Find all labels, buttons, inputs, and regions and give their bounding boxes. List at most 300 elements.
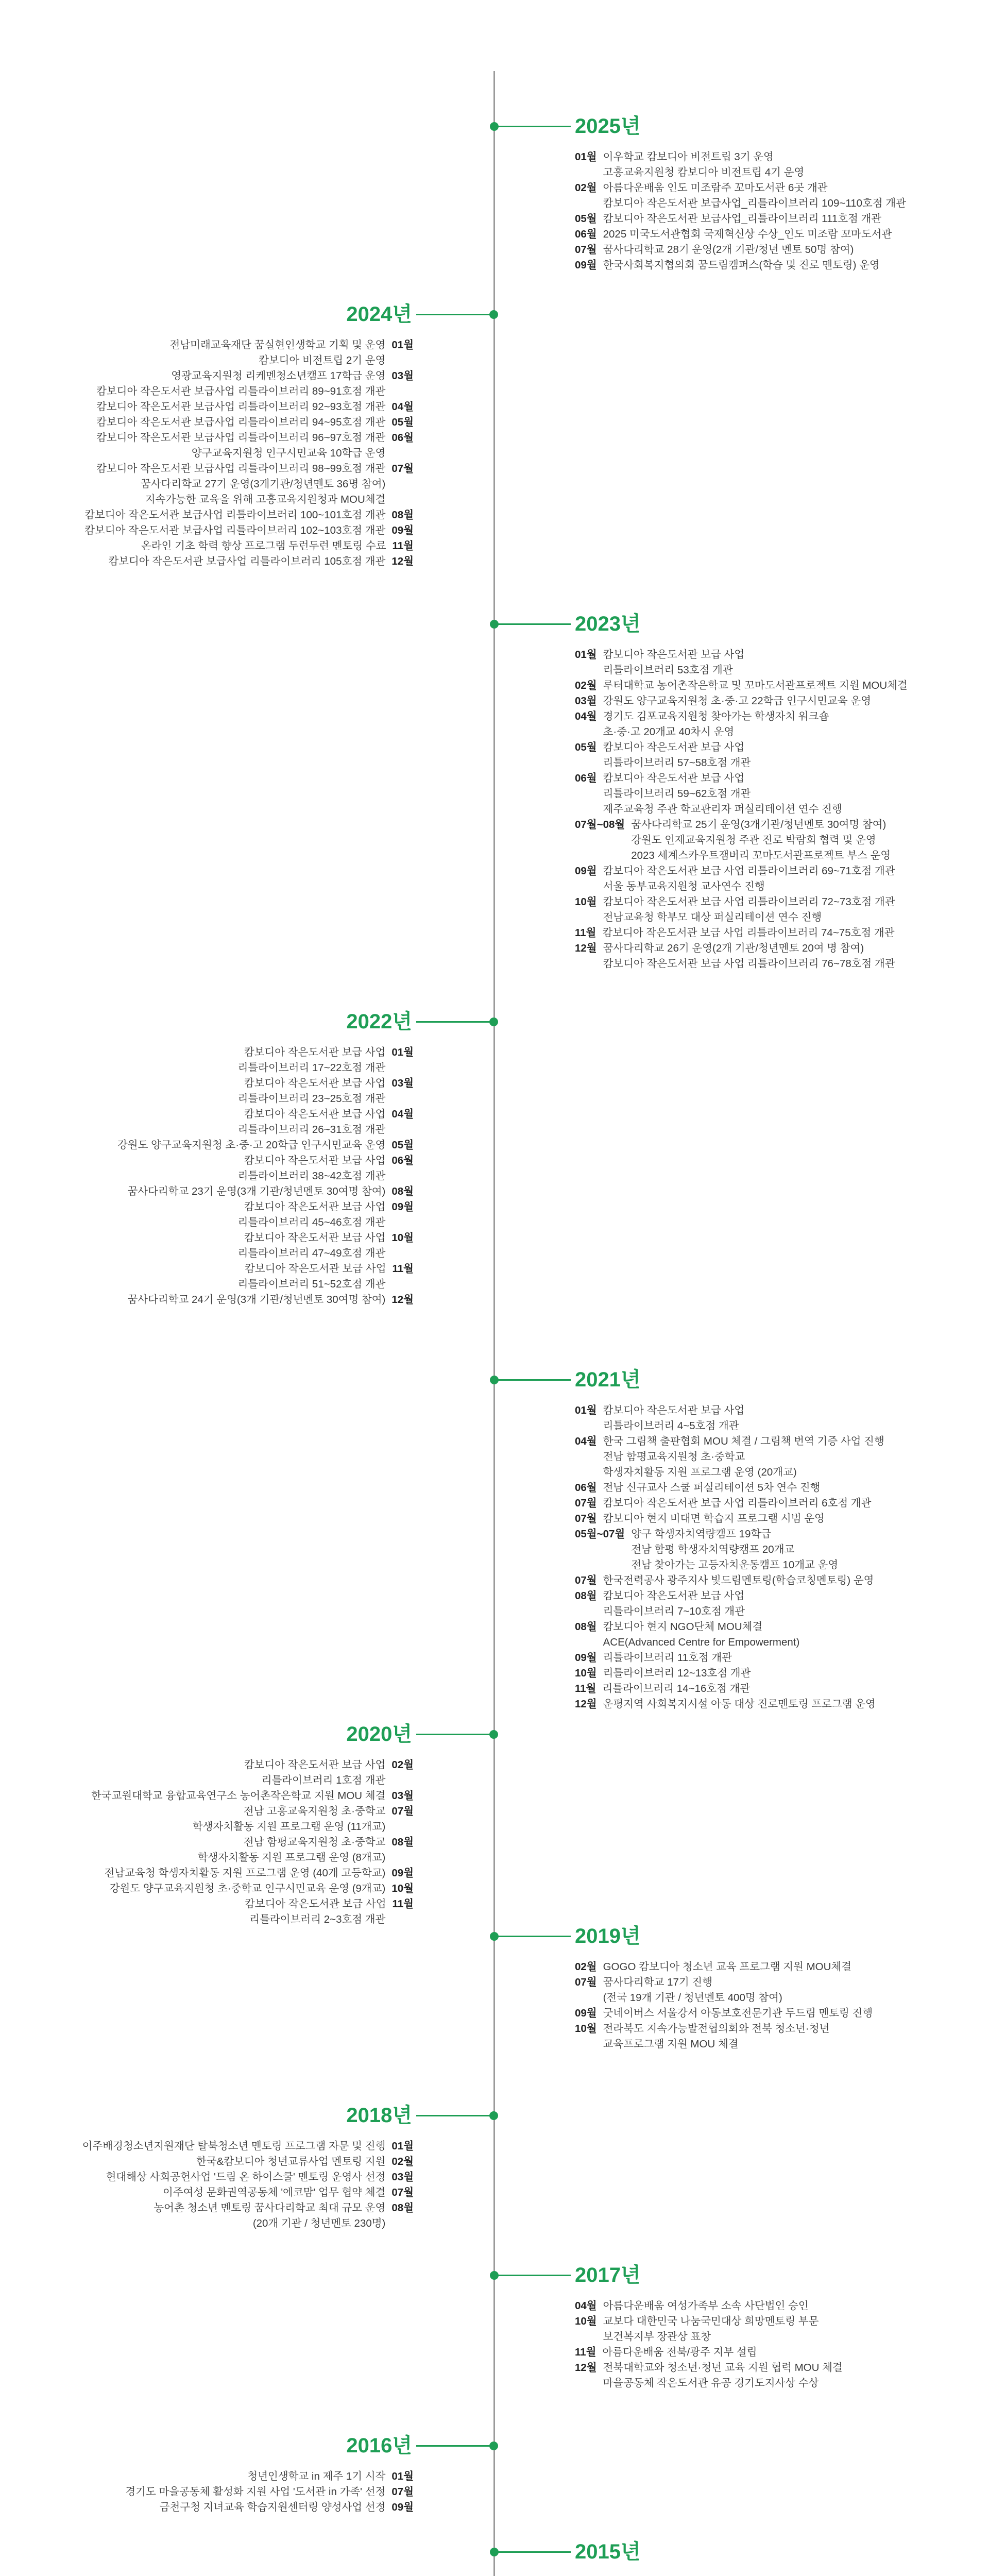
entry-month: 07월 <box>391 2485 414 2498</box>
entry-text: 캄보디아 작은도서관 보급사업 리틀라이브러리 94~95호점 개관 <box>96 416 386 429</box>
entry-lines <box>603 1434 884 1480</box>
timeline-entry <box>0 1168 414 1184</box>
timeline-entry <box>0 1230 414 1246</box>
entry-month: 01월 <box>575 1404 597 1416</box>
entry-lines <box>127 1292 385 1308</box>
entry-text: 굿네이버스 서울강서 아동보호전문기관 두드림 멘토링 진행 <box>603 2007 873 2020</box>
entry-lines <box>192 446 386 461</box>
entry-month: 09월 <box>391 524 414 537</box>
entry-text: 캄보디아 작은도서관 보급 사업 <box>244 1231 386 1244</box>
entry-text: 리틀라이브러리 2~3호점 개관 <box>249 1913 386 1925</box>
entry-text: 캄보디아 작은도서관 보급사업 리틀라이브러리 96~97호점 개관 <box>96 432 386 444</box>
entry-lines <box>603 894 895 925</box>
entry-text: 2025 미국도서관협회 국제혁신상 수상_인도 미조람 꼬마도서관 <box>603 228 892 240</box>
timeline-entry <box>0 2216 414 2231</box>
entry-text: 한국전력공사 광주지사 빛드림멘토링(학습코칭멘토링) 운영 <box>603 1574 874 1586</box>
entry-month: 02월 <box>575 679 597 691</box>
timeline-entry <box>0 1261 414 1277</box>
entry-lines <box>170 337 386 353</box>
entry-month: 04월 <box>391 1108 414 1120</box>
entry-lines <box>104 1866 385 1881</box>
timeline-entry <box>0 446 414 461</box>
entry-month: 12월 <box>391 555 414 568</box>
entry-lines <box>603 242 854 258</box>
entry-month: 10월 <box>391 1231 414 1244</box>
entry-text: 캄보디아 작은도서관 보급 사업 <box>244 1046 386 1058</box>
entry-month: 10월 <box>575 895 597 908</box>
timeline-entry <box>0 2469 414 2484</box>
entry-lines <box>603 258 880 273</box>
entry-lines <box>631 817 891 863</box>
timeline-entry <box>0 1045 414 1060</box>
entry-lines <box>603 1959 851 1975</box>
entry-text: 리틀라이브러리 38~42호점 개관 <box>237 1170 386 1182</box>
entry-text: 꿈사다리학교 27기 운영(3개기관/청년멘토 36명 참여) <box>140 478 386 490</box>
timeline-entry <box>0 1896 414 1912</box>
timeline-entry <box>575 1573 989 1588</box>
timeline-entry <box>575 227 989 242</box>
entry-lines <box>96 415 385 430</box>
entry-text: GOGO 캄보디아 청소년 교육 프로그램 지원 MOU체결 <box>603 1961 852 1973</box>
timeline-entry <box>575 2360 989 2391</box>
entry-text: 전남미래교육재단 꿈실현인생학교 기획 및 운영 <box>169 339 386 351</box>
entry-text: 캄보디아 작은도서관 보급 사업 <box>244 1077 386 1089</box>
timeline-entry <box>0 461 414 477</box>
entry-text: 캄보디아 작은도서관 보급사업_리틀라이브러리 111호점 개관 <box>603 212 882 225</box>
entry-lines <box>603 227 892 242</box>
timeline-entry <box>575 894 989 925</box>
entry-text: 제주교육청 주관 학교관리자 퍼실리테이션 연수 진행 <box>603 803 842 815</box>
entry-lines <box>106 2170 386 2185</box>
entry-lines <box>603 941 895 972</box>
timeline-entry <box>0 538 414 554</box>
entry-lines <box>603 693 871 709</box>
entry-month: 07월 <box>575 243 597 256</box>
entry-lines <box>238 1091 386 1107</box>
timeline-entry <box>0 2185 414 2200</box>
timeline-entry <box>575 1496 989 1511</box>
entry-text: 지속가능한 교육을 위해 고흥교육지원청과 MOU체결 <box>145 494 386 506</box>
timeline-entry <box>575 211 989 227</box>
entry-lines <box>603 1403 745 1434</box>
entry-month: 07월 <box>391 1805 414 1817</box>
timeline-entry <box>0 1199 414 1215</box>
year-connector-line <box>416 1021 493 1023</box>
year-entries <box>0 2469 414 2515</box>
entry-month: 08월 <box>575 1620 597 1633</box>
entry-month: 04월 <box>575 1435 597 1447</box>
entry-month: 11월 <box>575 1682 596 1694</box>
entry-text: 리틀라이브러리 1호점 개관 <box>261 1774 386 1786</box>
entry-month: 04월 <box>391 401 414 413</box>
timeline-entry <box>0 1215 414 1230</box>
entry-lines <box>84 523 385 538</box>
year-label: 2025년 <box>575 114 641 138</box>
entry-text: 리틀라이브러리 11호점 개관 <box>603 1651 732 1664</box>
year-entries <box>575 2298 989 2391</box>
entry-month: 08월 <box>391 1185 414 1197</box>
entry-lines <box>603 2006 873 2021</box>
entry-lines <box>603 1666 751 1681</box>
timeline-entry <box>0 1091 414 1107</box>
entry-lines <box>603 1480 821 1496</box>
timeline-entry <box>575 1480 989 1496</box>
timeline-entry <box>0 492 414 507</box>
timeline-entry <box>0 2200 414 2216</box>
entry-lines <box>96 399 385 415</box>
entry-lines <box>603 678 908 693</box>
timeline-entry <box>575 2298 989 2314</box>
entry-month: 10월 <box>575 2023 597 2035</box>
timeline-entry <box>0 1060 414 1076</box>
year-marker-dot <box>489 310 498 319</box>
entry-text: 캄보디아 작은도서관 보급사업 리틀라이브러리 89~91호점 개관 <box>96 385 386 398</box>
year-label: 2020년 <box>346 1723 412 1745</box>
timeline-entry <box>575 1959 989 1975</box>
year-marker-dot <box>490 2271 499 2280</box>
year-label: 2018년 <box>346 2104 412 2127</box>
entry-text: 전북대학교와 청소년·청년 교육 지원 협력 MOU 체결 <box>603 2362 843 2374</box>
entry-lines <box>238 1277 386 1292</box>
timeline-entry <box>575 1697 989 1712</box>
year-marker-dot <box>490 2548 499 2556</box>
entry-text: 교보다 대한민국 나눔국민대상 희망멘토링 부문 <box>603 2315 819 2328</box>
timeline-entry <box>575 771 989 817</box>
timeline-entry <box>0 430 414 446</box>
entry-lines <box>238 1215 386 1230</box>
entry-text: 꿈사다리학교 28기 운영(2개 기관/청년 멘토 50명 참여) <box>603 243 854 256</box>
entry-lines <box>238 1246 386 1261</box>
entry-lines <box>244 1045 386 1060</box>
timeline-entry <box>575 1511 989 1527</box>
entry-month: 09월 <box>575 1651 597 1664</box>
entry-month: 08월 <box>391 2201 414 2214</box>
entry-text: 경기도 마을공동체 활성화 지원 사업 '도서관 in 가족' 선정 <box>125 2485 386 2498</box>
timeline-entry <box>0 1819 414 1835</box>
timeline-entry <box>0 368 414 384</box>
year-label: 2024년 <box>346 303 412 326</box>
timeline-entry <box>575 647 989 678</box>
timeline-entry <box>575 242 989 258</box>
timeline-entry <box>0 1277 414 1292</box>
entry-text: 캄보디아 작은도서관 보급 사업 <box>603 648 745 660</box>
entry-month: 07월 <box>575 1976 597 1989</box>
year-entries <box>0 2139 414 2231</box>
entry-month: 10월 <box>391 1883 414 1894</box>
entry-month: 08월 <box>575 1589 597 1602</box>
entry-text: 전남 신규교사 스쿨 퍼실리테이션 5차 연수 진행 <box>603 1481 821 1494</box>
timeline-entry <box>0 415 414 430</box>
entry-lines <box>631 1527 838 1573</box>
entry-text: 리틀라이브러리 57~58호점 개관 <box>603 756 751 769</box>
entry-text: 캄보디아 작은도서관 보급 사업 리틀라이브러리 6호점 개관 <box>603 1497 872 1509</box>
entry-text: 캄보디아 작은도서관 보급사업 리틀라이브러리 92~93호점 개관 <box>96 401 386 413</box>
entry-text: 학생자치활동 지원 프로그램 운영 (11개교) <box>192 1821 386 1833</box>
entry-text: 캄보디아 작은도서관 보급 사업 <box>244 1262 386 1275</box>
year-entries <box>575 1959 989 2052</box>
entry-text: 강원도 양구교육지원청 초·중학교 인구시민교육 운영 (9개교) <box>109 1883 386 1894</box>
entry-lines <box>603 1573 874 1588</box>
entry-text: 리틀라이브러리 23~25호점 개관 <box>237 1092 386 1105</box>
year-label: 2022년 <box>346 1010 412 1033</box>
year-marker-dot <box>490 620 499 629</box>
entry-text: 캄보디아 작은도서관 보급사업_리틀라이브러리 109~110호점 개관 <box>603 197 906 209</box>
entry-text: 캄보디아 작은도서관 보급사업 리틀라이브러리 100~101호점 개관 <box>84 509 386 521</box>
timeline-entry <box>575 1619 989 1650</box>
entry-text: 경기도 김포교육지원청 찾아가는 학생자치 워크숍 <box>603 710 829 722</box>
entry-month: 06월 <box>575 1481 597 1494</box>
timeline-entry <box>0 384 414 399</box>
entry-month: 05월~07월 <box>575 1528 625 1540</box>
entry-text: 아름다운배움 인도 미조람주 꼬마도서관 6곳 개관 <box>603 181 828 194</box>
entry-month: 01월 <box>391 1046 414 1058</box>
entry-lines <box>145 492 386 507</box>
year-label: 2015년 <box>575 2540 641 2563</box>
entry-month: 06월 <box>575 772 597 784</box>
entry-month: 12월 <box>575 942 597 954</box>
timeline-entry <box>575 709 989 740</box>
entry-lines <box>603 709 829 740</box>
entry-text: 캄보디아 작은도서관 보급사업 리틀라이브러리 105호점 개관 <box>108 555 386 568</box>
year-marker-dot <box>490 1376 499 1384</box>
year-connector-line <box>416 314 493 315</box>
year-connector-line <box>493 1936 571 1937</box>
entry-text: 캄보디아 작은도서관 보급 사업 <box>603 1404 745 1416</box>
entry-text: 고흥교육지원청 캄보디아 비전트립 4기 운영 <box>603 166 805 178</box>
year-connector-line <box>416 2445 493 2447</box>
timeline-entry <box>575 2314 989 2345</box>
entry-text: 캄보디아 작은도서관 보급 사업 리틀라이브러리 72~73호점 개관 <box>603 895 895 908</box>
entry-lines <box>603 2021 830 2052</box>
timeline-entry <box>0 1138 414 1153</box>
entry-month: 01월 <box>575 648 597 660</box>
entry-text: 보건복지부 장관상 표창 <box>603 2331 711 2343</box>
entry-text: 캄보디아 현지 비대면 학습지 프로그램 시범 운영 <box>603 1512 825 1524</box>
entry-text: 농어촌 청소년 멘토링 꿈사다리학교 최대 규모 운영 <box>154 2201 386 2214</box>
timeline-entry <box>0 1153 414 1168</box>
timeline-entry <box>575 1527 989 1573</box>
timeline-entry <box>0 1184 414 1199</box>
entry-month: 03월 <box>391 370 414 382</box>
entry-lines <box>244 1076 386 1091</box>
year-connector-line <box>493 2551 571 2553</box>
entry-lines <box>244 1199 386 1215</box>
entry-month: 06월 <box>575 228 597 240</box>
entry-lines <box>247 2469 385 2484</box>
entry-text: 캄보디아 작은도서관 보급 사업 리틀라이브러리 76~78호점 개관 <box>603 957 895 970</box>
entry-lines <box>249 1912 385 1927</box>
entry-month: 09월 <box>575 2007 597 2020</box>
entry-text: 캄보디아 작은도서관 보급 사업 <box>244 1200 386 1213</box>
entry-text: 리틀라이브러리 59~62호점 개관 <box>603 787 751 800</box>
entry-lines <box>110 1881 386 1896</box>
entry-text: 이우학교 캄보디아 비전트립 3기 운영 <box>603 150 774 163</box>
entry-text: 리틀라이브러리 51~52호점 개관 <box>237 1278 386 1290</box>
timeline-entry <box>575 258 989 273</box>
entry-text: 캄보디아 현지 NGO단체 MOU체결 <box>603 1620 763 1633</box>
entry-text: 전라북도 지속가능발전협의회와 전북 청소년·청년 <box>603 2023 830 2035</box>
entry-text: 양구 학생자치역량캠프 19학급 <box>631 1528 772 1540</box>
entry-text: 전남교육청 학생자치활동 지원 프로그램 운영 (40개 고등학교) <box>104 1867 386 1879</box>
entry-month: 11월 <box>392 540 414 552</box>
entry-text: 캄보디아 작은도서관 보급 사업 <box>244 1108 386 1120</box>
entry-lines <box>91 1788 385 1804</box>
entry-text: 마을공동체 작은도서관 유공 경기도지사상 수상 <box>603 2377 819 2389</box>
entry-lines <box>253 2216 386 2231</box>
timeline-entry <box>0 1866 414 1881</box>
entry-text: 꿈사다리학교 17기 진행 <box>603 1976 713 1989</box>
entry-month: 12월 <box>391 1293 414 1306</box>
entry-lines <box>603 740 751 771</box>
entry-lines <box>96 384 385 399</box>
entry-month: 09월 <box>391 1867 414 1879</box>
timeline-entry <box>0 507 414 523</box>
timeline-entry <box>575 2021 989 2052</box>
entry-month: 10월 <box>575 1667 597 1679</box>
entry-text: 청년인생학교 in 제주 1기 시작 <box>247 2470 386 2482</box>
year-marker-dot <box>489 1730 498 1739</box>
timeline-entry <box>0 1757 414 1773</box>
timeline-entry <box>575 863 989 894</box>
entry-month: 04월 <box>575 710 597 722</box>
entry-text: 운평지역 사회복지시설 아동 대상 진로멘토링 프로그램 운영 <box>603 1698 876 1710</box>
entry-text: 전남교육청 학부모 대상 퍼실리테이션 연수 진행 <box>603 911 822 923</box>
timeline-entry <box>575 925 989 941</box>
entry-text: 이주배경청소년지원재단 탈북청소년 멘토링 프로그램 자문 및 진행 <box>82 2140 386 2152</box>
entry-month: 07월 <box>575 1512 597 1524</box>
entry-month: 06월 <box>391 432 414 444</box>
entry-lines <box>160 2500 386 2515</box>
year-label: 2017년 <box>575 2264 641 2287</box>
timeline-entry <box>575 678 989 693</box>
timeline-entry <box>575 740 989 771</box>
year-entries <box>0 337 414 569</box>
entry-lines <box>141 477 385 492</box>
entry-text: 리틀라이브러리 17~22호점 개관 <box>237 1061 386 1074</box>
year-marker-dot <box>490 1932 499 1941</box>
entry-lines <box>125 2484 385 2500</box>
entry-text: 전남 함평교육지원청 초·중학교 <box>603 1450 745 1463</box>
entry-month: 10월 <box>575 2315 597 2328</box>
entry-month: 02월 <box>575 181 597 194</box>
entry-month: 07월~08월 <box>575 818 625 831</box>
entry-month: 12월 <box>575 2362 597 2374</box>
entry-month: 05월 <box>575 212 597 225</box>
entry-text: 캄보디아 작은도서관 보급 사업 <box>603 772 745 784</box>
year-marker-dot <box>490 122 499 131</box>
entry-month: 03월 <box>391 1077 414 1089</box>
entry-lines <box>141 538 386 554</box>
entry-text: 리틀라이브러리 14~16호점 개관 <box>602 1682 751 1694</box>
entry-lines <box>154 2200 385 2216</box>
year-entries <box>575 149 989 273</box>
timeline-entry <box>0 1107 414 1122</box>
entry-text: 강원도 인제교육지원청 주관 진로 박람회 협력 및 운영 <box>631 834 876 846</box>
timeline-entry <box>0 2500 414 2515</box>
timeline-entry <box>575 180 989 211</box>
entry-lines <box>603 1619 800 1650</box>
entry-month: 07월 <box>575 1497 597 1509</box>
year-marker-dot <box>489 2111 498 2120</box>
entry-text: 캄보디아 비전트립 2기 운영 <box>259 354 386 367</box>
entry-text: 캄보디아 작은도서관 보급 사업 <box>244 1154 386 1166</box>
entry-text: 양구교육지원청 인구시민교육 10학급 운영 <box>191 447 386 460</box>
timeline-entry <box>0 1788 414 1804</box>
timeline-entry <box>0 353 414 368</box>
entry-text: ACE(Advanced Centre for Empowerment) <box>603 1636 800 1648</box>
timeline-entry <box>0 1804 414 1819</box>
entry-text: 리틀라이브러리 47~49호점 개관 <box>237 1247 386 1259</box>
timeline-entry <box>575 693 989 709</box>
entry-lines <box>603 647 745 678</box>
entry-lines <box>244 1153 386 1168</box>
entry-lines <box>603 1511 825 1527</box>
entry-lines <box>245 1896 386 1912</box>
entry-text: 캄보디아 작은도서관 보급 사업 리틀라이브러리 69~71호점 개관 <box>603 865 895 877</box>
timeline-entry <box>0 1881 414 1896</box>
timeline-entry <box>0 1773 414 1788</box>
entry-lines <box>244 1757 386 1773</box>
entry-text: 학생자치활동 지원 프로그램 운영 (8개교) <box>197 1852 386 1863</box>
entry-text: 리틀라이브러리 4~5호점 개관 <box>603 1419 739 1432</box>
year-connector-line <box>493 2275 571 2276</box>
year-marker-dot <box>489 1018 498 1026</box>
entry-month: 11월 <box>575 2346 596 2359</box>
timeline-entry <box>0 1122 414 1138</box>
entry-text: 영광교육지원청 리케멘청소년캠프 17학급 운영 <box>171 370 386 382</box>
year-marker-dot <box>489 2442 498 2450</box>
year-entries <box>575 1403 989 1712</box>
timeline-entry <box>575 1650 989 1666</box>
entry-text: 강원도 양구교육지원청 초·중·고 20학급 인구시민교육 운영 <box>117 1139 386 1151</box>
entry-lines <box>171 368 385 384</box>
entry-month: 11월 <box>575 926 596 939</box>
entry-lines <box>245 1261 386 1277</box>
entry-text: 캄보디아 작은도서관 보급사업 리틀라이브러리 98~99호점 개관 <box>96 463 386 475</box>
entry-text: (20개 기관 / 청년멘토 230명) <box>252 2217 386 2229</box>
entry-month: 08월 <box>391 509 414 521</box>
entry-month: 01월 <box>391 2470 414 2482</box>
entry-lines <box>196 2154 385 2170</box>
entry-text: 리틀라이브러리 26~31호점 개관 <box>237 1123 386 1136</box>
entry-lines <box>603 2314 819 2345</box>
entry-lines <box>603 211 882 227</box>
entry-month: 07월 <box>391 2186 414 2198</box>
entry-month: 02월 <box>575 1961 597 1973</box>
year-connector-line <box>493 1379 571 1381</box>
entry-month: 12월 <box>575 1698 597 1710</box>
entry-lines <box>238 1168 386 1184</box>
entry-lines <box>603 863 895 894</box>
timeline-entry <box>0 399 414 415</box>
timeline-entry <box>0 2484 414 2500</box>
entry-text: 이주여성 문화권역공동체 '에코맘' 업무 협약 체결 <box>163 2186 386 2198</box>
entry-text: 캄보디아 작은도서관 보급사업 리틀라이브러리 102~103호점 개관 <box>84 524 386 537</box>
entry-lines <box>244 1804 386 1819</box>
entry-lines <box>117 1138 385 1153</box>
timeline-entry <box>0 337 414 353</box>
timeline-entry <box>575 1666 989 1681</box>
entry-lines <box>603 2360 843 2391</box>
year-connector-line <box>493 126 571 127</box>
entry-text: 꿈사다리학교 25기 운영(3개기관/청년멘토 30여명 참여) <box>631 818 886 831</box>
entry-text: 루터대학교 농어촌작은학교 및 꼬마도서관프로젝트 지원 MOU체결 <box>603 679 908 691</box>
entry-lines <box>96 430 385 446</box>
entry-lines <box>262 1773 386 1788</box>
entry-lines <box>244 1835 386 1850</box>
year-connector-line <box>416 2115 493 2116</box>
entry-text: 온라인 기초 학력 향상 프로그램 두런두런 멘토링 수료 <box>141 540 386 552</box>
